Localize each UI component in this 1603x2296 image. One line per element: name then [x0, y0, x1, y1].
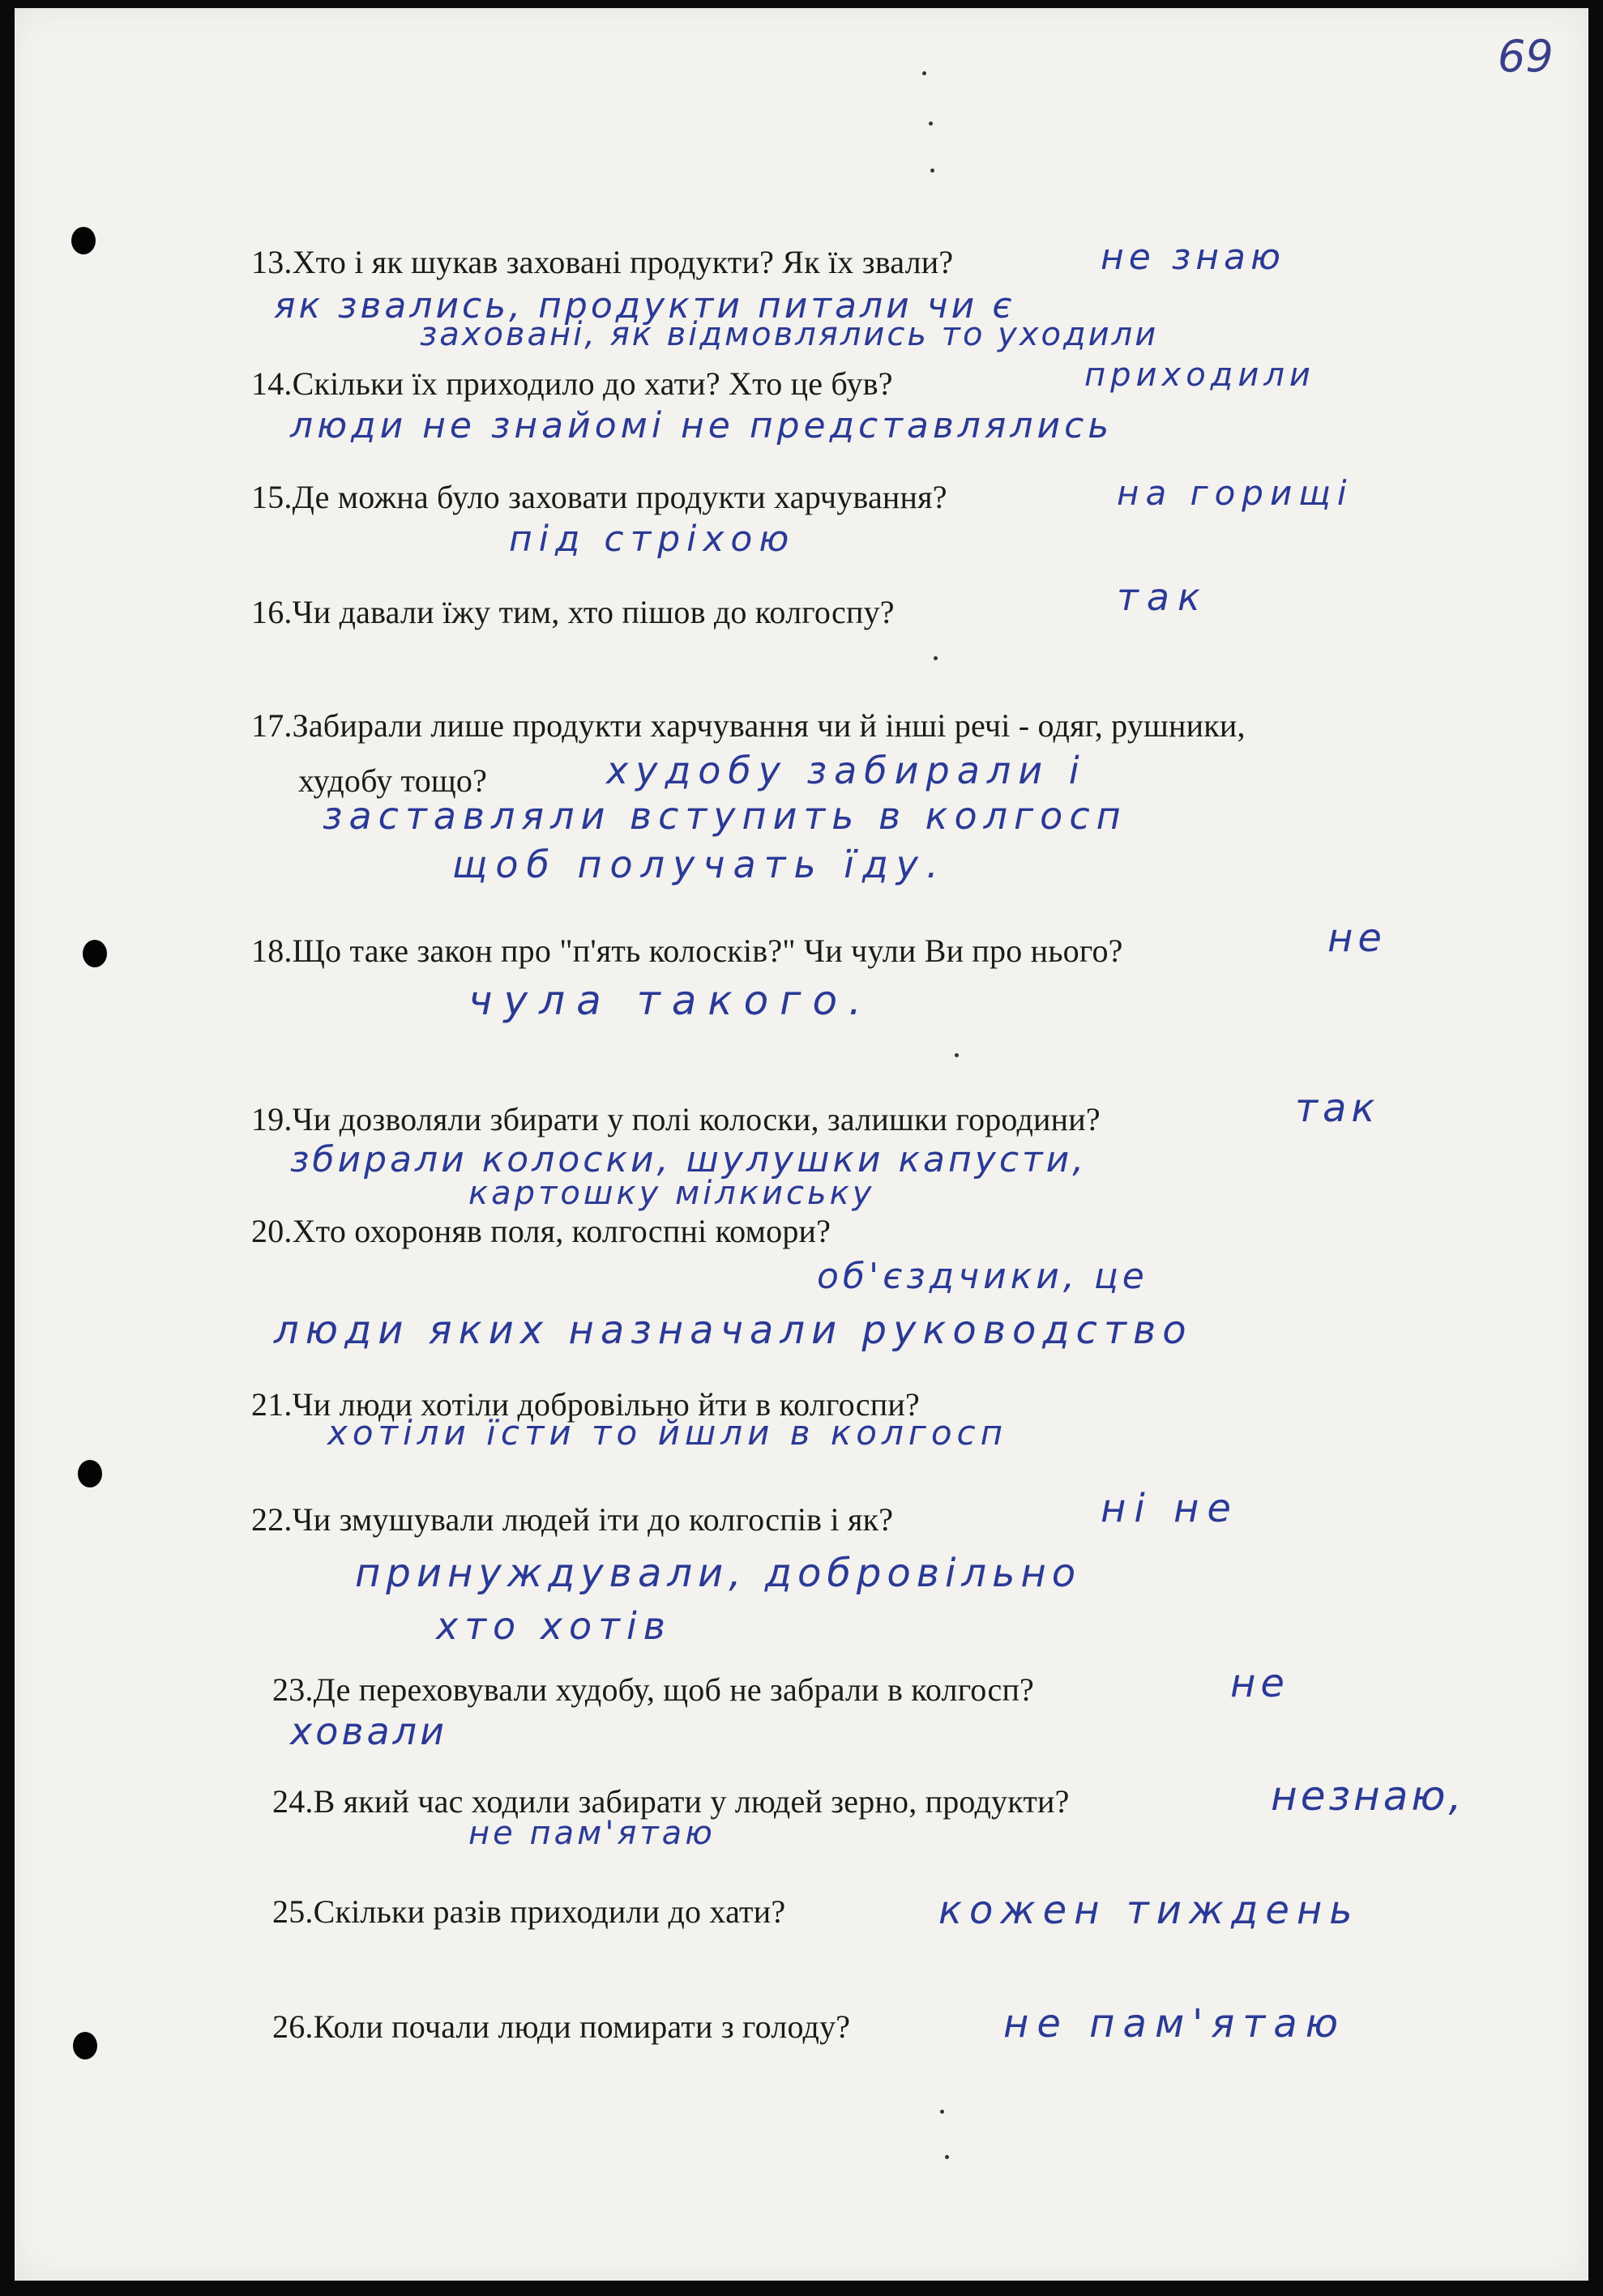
- speck: [940, 2110, 944, 2114]
- answer-22-line1: ні не: [1101, 1486, 1239, 1531]
- answer-20-line1: об'єздчики, це: [817, 1256, 1148, 1297]
- question-17-cont: худобу тощо?: [298, 762, 488, 799]
- binder-hole: [83, 940, 107, 967]
- speck: [929, 122, 933, 126]
- question-20: 20.Хто охороняв поля, колгоспні комори?: [251, 1213, 831, 1249]
- question-26: 26.Коли почали люди помирати з голоду?: [272, 2008, 851, 2045]
- answer-19-line1: так: [1295, 1086, 1380, 1131]
- question-22: 22.Чи змушували людей іти до колгоспів і як?: [251, 1501, 894, 1538]
- answer-25: кожен тиждень: [938, 1888, 1360, 1933]
- answer-17-line1: худобу забирали і: [606, 749, 1087, 792]
- answer-18-line1: не: [1327, 915, 1387, 961]
- question-13: 13.Хто і як шукав заховані продукти? Як їх звали?: [251, 244, 954, 280]
- question-21: 21.Чи люди хотіли добровільно йти в колгоспи?: [251, 1386, 920, 1423]
- answer-16: так: [1117, 575, 1208, 619]
- document-page: [15, 8, 1588, 2281]
- speck: [955, 1053, 959, 1057]
- binder-hole: [73, 2032, 97, 2059]
- answer-15-line1: на горищі: [1117, 473, 1353, 513]
- answer-13-line3: заховані, як відмовлялись то уходили: [420, 316, 1159, 353]
- answer-13-line1: не знаю: [1101, 237, 1285, 278]
- answer-13-line2: як звались, продукти питали чи є: [274, 285, 1015, 326]
- question-24: 24.В який час ходили забирати у людей зерно, продукти?: [272, 1783, 1070, 1820]
- answer-22-line2: принуждували, добровільно: [355, 1551, 1082, 1596]
- answer-24-line1: незнаю,: [1271, 1773, 1465, 1820]
- binder-hole: [78, 1460, 102, 1487]
- speck: [922, 71, 926, 75]
- answer-19-line3: картошку мілкиську: [468, 1175, 875, 1212]
- answer-14-line2: люди не знайомі не представлялись: [290, 405, 1114, 446]
- answer-22-line3: хто хотів: [436, 1604, 672, 1648]
- answer-26: не пам'ятаю: [1003, 2001, 1347, 2046]
- answer-14-line1: приходили: [1084, 356, 1315, 394]
- question-23: 23.Де переховували худобу, щоб не забрали в колгосп?: [272, 1671, 1035, 1708]
- question-15: 15.Де можна було заховати продукти харчування?: [251, 479, 947, 515]
- speck: [934, 656, 938, 660]
- speck: [930, 169, 934, 173]
- answer-19-line2: збирали колоски, шулушки капусти,: [290, 1139, 1088, 1180]
- answer-17-line2: заставляли вступить в колгосп: [323, 794, 1127, 838]
- answer-20-line2: люди яких назначали руководство: [274, 1308, 1193, 1353]
- question-14: 14.Скільки їх приходило до хати? Хто це був?: [251, 365, 893, 402]
- question-16: 16.Чи давали їжу тим, хто пішов до колгоспу?: [251, 594, 895, 630]
- answer-23-line1: не: [1230, 1661, 1289, 1706]
- question-17: 17.Забирали лише продукти харчування чи й інші речі - одяг, рушники,: [251, 707, 1246, 744]
- page-number: 69: [1498, 31, 1554, 82]
- answer-15-line2: під стріхою: [509, 519, 796, 560]
- answer-17-line3: щоб получать їду.: [452, 843, 947, 886]
- question-25: 25.Скільки разів приходили до хати?: [272, 1893, 786, 1930]
- answer-21: хотіли їсти то йшли в колгосп: [327, 1413, 1008, 1453]
- question-19: 19.Чи дозволяли збирати у полі колоски, залишки городини?: [251, 1101, 1101, 1137]
- question-18: 18.Що таке закон про "п'ять колосків?" Чи чули Ви про нього?: [251, 932, 1123, 969]
- answer-18-line2: чула такого.: [468, 977, 873, 1024]
- answer-24-line2: не пам'ятаю: [468, 1815, 716, 1852]
- answer-23-line2: ховали: [290, 1709, 447, 1753]
- speck: [945, 2155, 949, 2159]
- binder-hole: [71, 227, 96, 254]
